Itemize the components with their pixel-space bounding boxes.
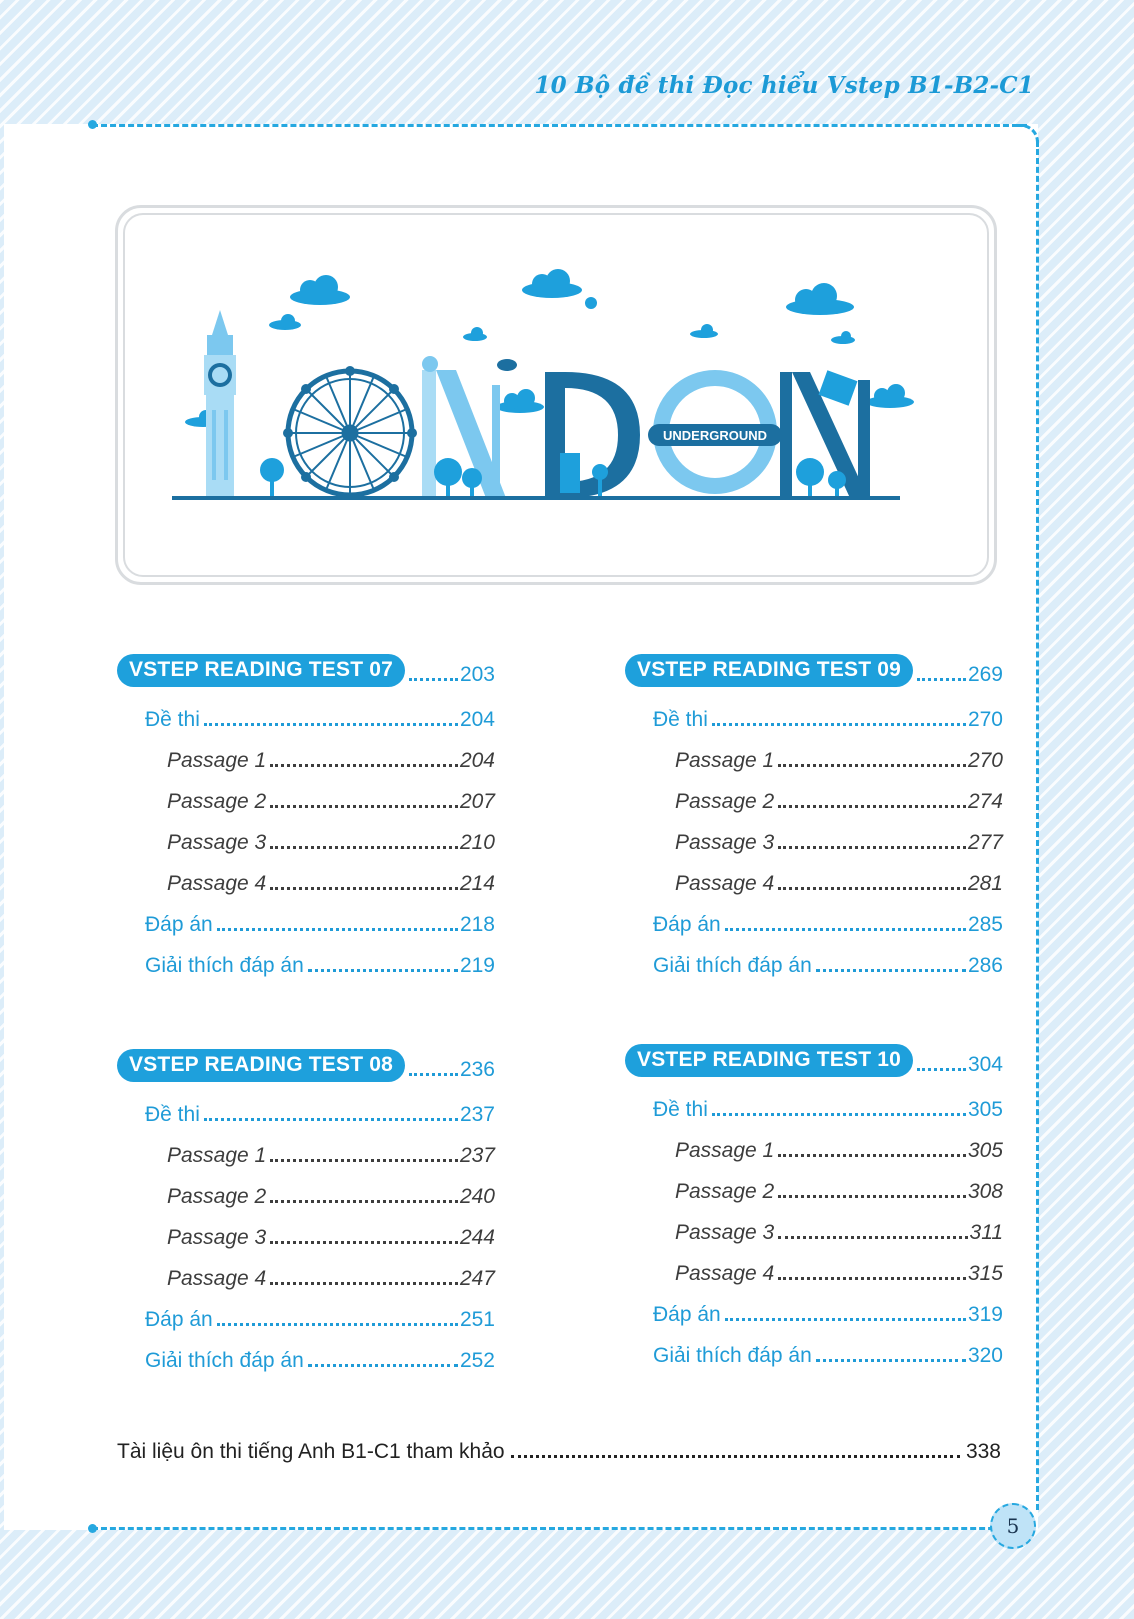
toc-entry[interactable]: Passage 4 315 <box>675 1262 1003 1285</box>
toc-entry[interactable]: Đề thi 305 <box>653 1098 1003 1121</box>
section-title: VSTEP READING TEST 08 <box>117 1049 405 1082</box>
toc-entry[interactable]: Passage 1 204 <box>167 749 495 772</box>
dashed-border-bottom <box>92 1527 1012 1530</box>
underground-label: UNDERGROUND <box>663 428 767 443</box>
phone-box-icon <box>560 453 580 493</box>
toc-entry[interactable]: Đáp án 319 <box>653 1303 1003 1326</box>
toc-reference-entry[interactable] <box>117 1432 1001 1464</box>
toc-entry[interactable]: Đề thi 204 <box>145 708 495 731</box>
underground-logo-icon <box>648 378 782 486</box>
toc-entry[interactable]: Passage 2 207 <box>167 790 495 813</box>
section-title: VSTEP READING TEST 07 <box>117 654 405 687</box>
toc-entry[interactable]: Đáp án 251 <box>145 1308 495 1331</box>
toc-entry[interactable]: Giải thích đáp án 252 <box>145 1349 495 1372</box>
toc-entry[interactable]: Passage 2 308 <box>675 1180 1003 1203</box>
toc-entry[interactable]: Passage 3 244 <box>167 1226 495 1249</box>
toc-entry[interactable]: Giải thích đáp án 219 <box>145 954 495 977</box>
toc-entry[interactable]: Giải thích đáp án 320 <box>653 1344 1003 1367</box>
page-number: 5 <box>990 1503 1036 1549</box>
section-title: VSTEP READING TEST 10 <box>625 1044 913 1077</box>
ground-line <box>172 496 900 500</box>
toc-section-heading[interactable]: VSTEP READING TEST 07 203 <box>117 655 495 687</box>
dashed-border-right <box>1036 140 1039 1510</box>
london-illustration <box>160 240 960 540</box>
dashed-border-top <box>92 124 1027 127</box>
toc-section-heading[interactable]: VSTEP READING TEST 08 236 <box>117 1050 495 1082</box>
toc-entry[interactable]: Passage 4 214 <box>167 872 495 895</box>
toc-entry[interactable]: Giải thích đáp án 286 <box>653 954 1003 977</box>
toc-entry[interactable]: Passage 3 277 <box>675 831 1003 854</box>
toc-section-heading[interactable]: VSTEP READING TEST 10 304 <box>625 1045 1003 1077</box>
toc-entry[interactable]: Passage 1 237 <box>167 1144 495 1167</box>
toc-entry[interactable]: Passage 2 274 <box>675 790 1003 813</box>
toc-entry[interactable]: Passage 3 311 <box>675 1221 1003 1244</box>
toc-entry[interactable]: Đáp án 218 <box>145 913 495 936</box>
big-ben-icon <box>204 310 236 497</box>
toc-entry[interactable]: Passage 4 281 <box>675 872 1003 895</box>
book-title: 10 Bộ đề thi Đọc hiểu Vstep B1-B2-C1 <box>534 72 1034 99</box>
letter-n-final-icon <box>780 370 870 498</box>
reference-label: Tài liệu ôn thi tiếng Anh B1-C1 tham khảo <box>117 1440 505 1463</box>
dot-leader <box>511 1455 960 1458</box>
border-dot-top <box>88 120 97 129</box>
toc-entry[interactable]: Đáp án 285 <box>653 913 1003 936</box>
section-title: VSTEP READING TEST 09 <box>625 654 913 687</box>
toc-entry[interactable]: Đề thi 237 <box>145 1103 495 1126</box>
border-dot-bottom <box>88 1524 97 1533</box>
toc-entry[interactable]: Đề thi 270 <box>653 708 1003 731</box>
toc-section-heading[interactable]: VSTEP READING TEST 09 269 <box>625 655 1003 687</box>
letter-d-icon <box>545 372 640 498</box>
toc-entry[interactable]: Passage 1 270 <box>675 749 1003 772</box>
toc-entry[interactable]: Passage 2 240 <box>167 1185 495 1208</box>
toc-entry[interactable]: Passage 3 210 <box>167 831 495 854</box>
toc-entry[interactable]: Passage 1 305 <box>675 1139 1003 1162</box>
reference-page: 338 <box>965 1440 1001 1463</box>
toc-entry[interactable]: Passage 4 247 <box>167 1267 495 1290</box>
